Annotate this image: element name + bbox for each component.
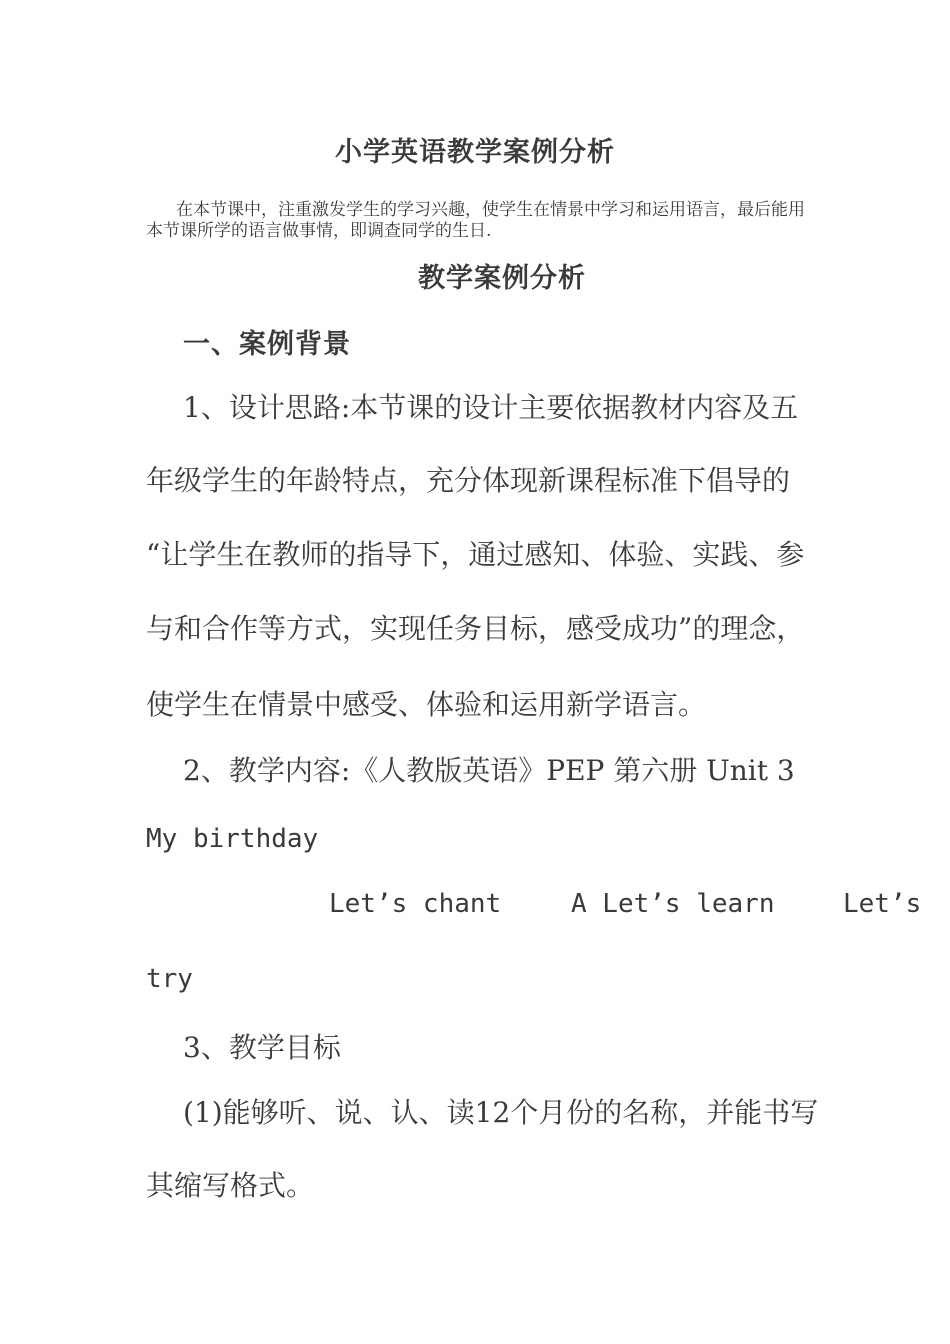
lesson-part-try: Let’s bbox=[843, 889, 922, 919]
design-idea-line-3: “让学生在教师的指导下，通过感知、体验、实践、参 bbox=[146, 538, 805, 571]
teaching-content-line-2: My birthday bbox=[146, 824, 319, 854]
lesson-parts-wrap: try bbox=[146, 964, 193, 994]
teaching-goals-heading: 3、教学目标 bbox=[183, 1031, 341, 1064]
goal-1-line-1: (1)能够听、说、认、读12个月份的名称，并能书写 bbox=[183, 1096, 819, 1129]
lesson-parts-row bbox=[146, 889, 950, 925]
section-heading-background: 一、案例背景 bbox=[183, 329, 351, 360]
design-idea-line-1: 1、设计思路:本节课的设计主要依据教材内容及五 bbox=[183, 391, 799, 424]
design-idea-line-5: 使学生在情景中感受、体验和运用新学语言。 bbox=[146, 688, 707, 721]
teaching-content-line-1: 2、教学内容:《人教版英语》PEP 第六册 Unit 3 bbox=[183, 754, 795, 787]
design-idea-line-2: 年级学生的年龄特点，充分体现新课程标准下倡导的 bbox=[146, 464, 791, 497]
lesson-part-learn: A Let’s learn bbox=[571, 889, 775, 919]
intro-paragraph: 在本节课中，注重激发学生的学习兴趣，使学生在情景中学习和运用语言，最后能用本节课所学的语言做事情，即调查同学的生日. bbox=[146, 200, 805, 241]
document-title: 小学英语教学案例分析 bbox=[335, 137, 615, 168]
lesson-part-chant: Let’s chant bbox=[329, 889, 502, 919]
design-idea-line-4: 与和合作等方式，实现任务目标，感受成功”的理念， bbox=[146, 612, 805, 645]
subtitle: 教学案例分析 bbox=[418, 263, 586, 294]
goal-1-line-2: 其缩写格式。 bbox=[146, 1169, 315, 1202]
